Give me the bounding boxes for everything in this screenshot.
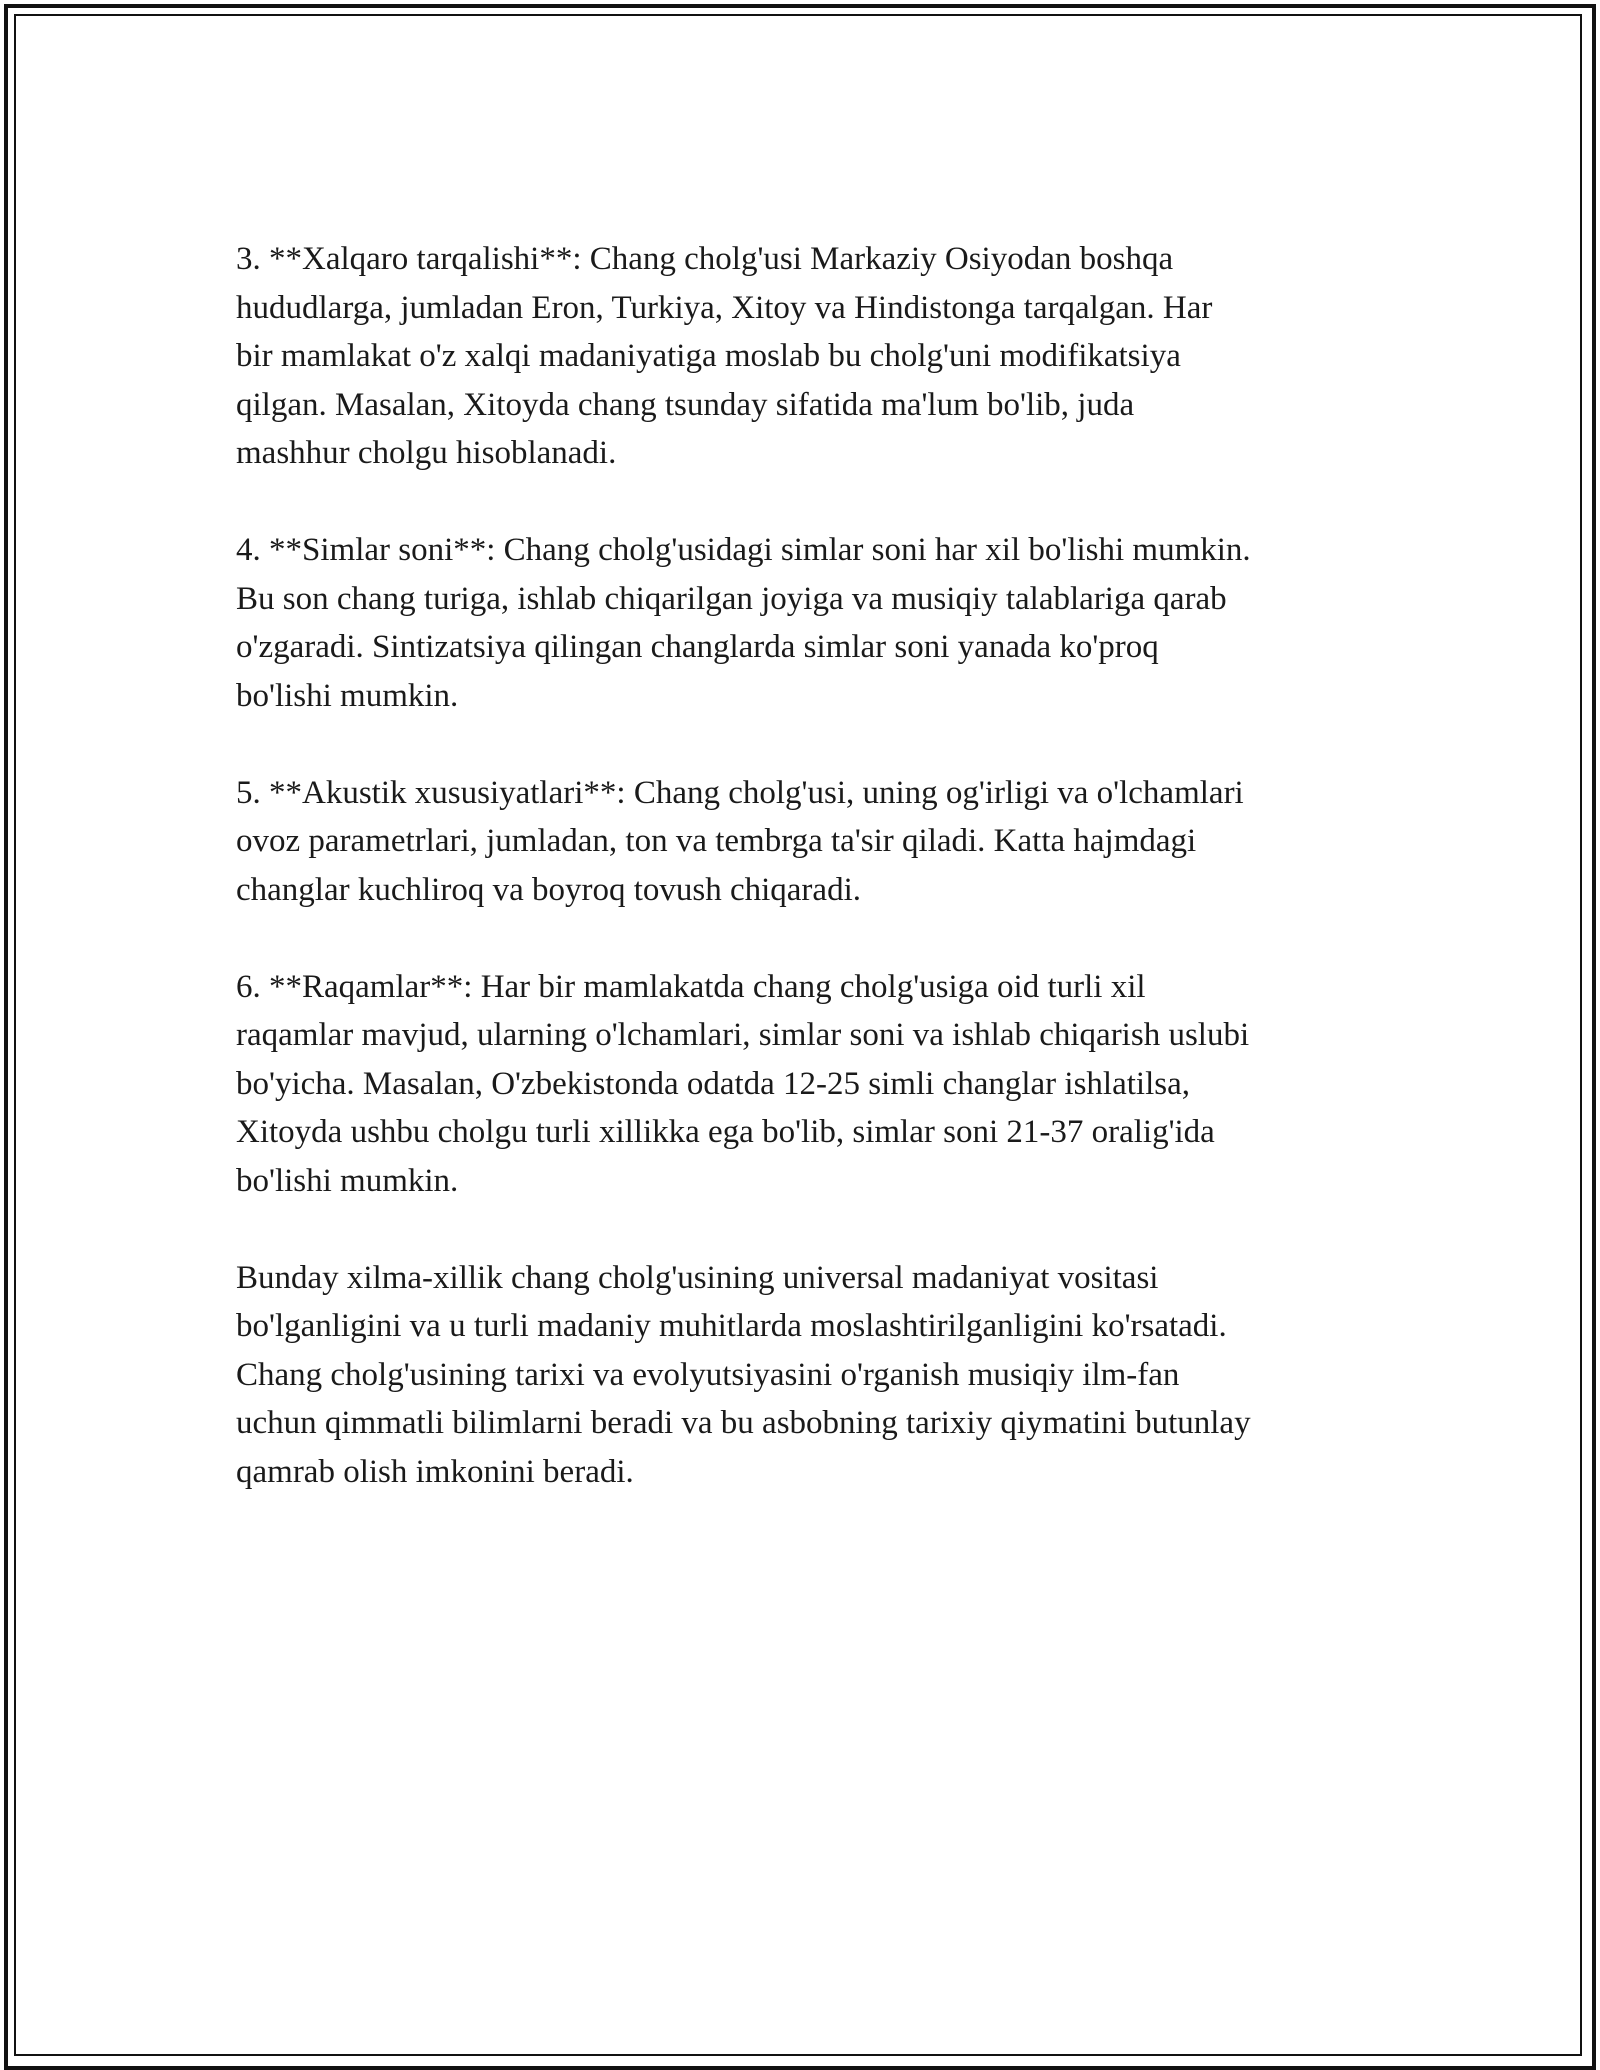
paragraph-string-count: 4. **Simlar soni**: Chang cholg'usidagi simlar soni har xil bo'lishi mumkin. Bu son chang turiga, ishlab chiqarilgan joyiga va musiqiy talablariga qarab o'zgaradi. Sintizatsiya qilingan changlarda simlar soni yanada ko'proq bo'lishi mumkin. <box>236 532 1251 714</box>
paragraph-acoustic-properties: 5. **Akustik xususiyatlari**: Chang cholg'usi, uning og'irligi va o'lchamlari ovoz parametrlari, jumladan, ton va tembrga ta'sir qiladi. Katta hajmdagi changlar kuchliroq va boyroq tovush chiqaradi. <box>236 774 1244 908</box>
paragraph-numbers: 6. **Raqamlar**: Har bir mamlakatda chang cholg'usiga oid turli xil raqamlar mavjud, ularning o'lchamlari, simlar soni va ishlab chiqarish uslubi bo'yicha. Masalan, O'zbekistonda odatda 12-25 simli changlar ishlatilsa, Xitoyda ushbu cholgu turli xillikka ega bo'lib, simlar soni 21-37 oralig'ida bo'lishi mumkin. <box>236 968 1250 1199</box>
paragraph-conclusion: Bunday xilma-xillik chang cholg'usining universal madaniyat vositasi bo'lganligini va u turli madaniy muhitlarda moslashtirilganligini ko'rsatadi. Chang cholg'usining tarixi va evolyutsiyasini o'rganish musiqiy ilm-fan uchun qimmatli bilimlarni beradi va bu asbobning tarixiy qiymatini butunlay qamrab olish imkonini beradi. <box>236 1259 1251 1490</box>
document-body <box>236 235 1376 1545</box>
paragraph-international-spread: 3. **Xalqaro tarqalishi**: Chang cholg'usi Markaziy Osiyodan boshqa hududlarga, jumladan Eron, Turkiya, Xitoy va Hindistonga tarqalgan. Har bir mamlakat o'z xalqi madaniyatiga moslab bu cholg'uni modifikatsiya qilgan. Masalan, Xitoyda chang tsunday sifatida ma'lum bo'lib, juda mashhur cholgu hisoblanadi. <box>236 241 1213 471</box>
